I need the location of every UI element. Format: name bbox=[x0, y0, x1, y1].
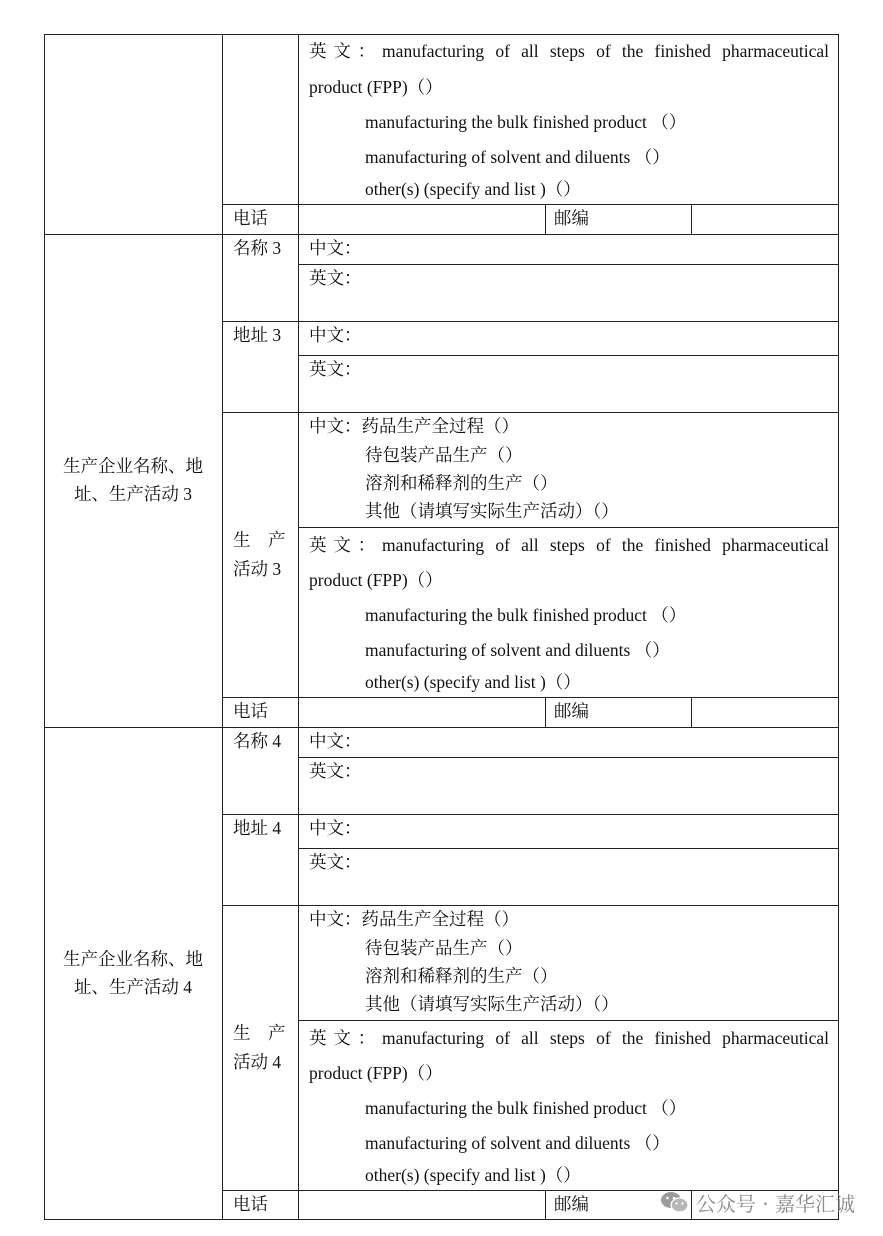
rule bbox=[222, 814, 839, 815]
rule bbox=[691, 204, 692, 234]
rule bbox=[545, 697, 546, 727]
top-option-solvent: manufacturing of solvent and diluents （） bbox=[365, 147, 670, 167]
site4-cn-activity-line3: 溶剂和稀释剂的生产（） bbox=[365, 966, 558, 986]
rule bbox=[545, 204, 546, 234]
site4-option-bulk: manufacturing the bulk finished product （） bbox=[365, 1098, 687, 1118]
site3-name-label: 名称 3 bbox=[233, 238, 282, 258]
site4-name-en: 英文： bbox=[309, 761, 362, 781]
rule bbox=[545, 1190, 546, 1219]
rule bbox=[44, 34, 839, 35]
site3-group-label-line2: 址、生产活动 3 bbox=[73, 484, 193, 504]
rule bbox=[44, 234, 839, 235]
site3-en-activity-line2: product (FPP)（） bbox=[309, 570, 443, 590]
site3-group-label-line1: 生产企业名称、地 bbox=[63, 456, 203, 476]
site4-en-activity-line2: product (FPP)（） bbox=[309, 1063, 443, 1083]
rule bbox=[298, 527, 839, 528]
site4-name-cn: 中文： bbox=[309, 731, 362, 751]
site4-address-en: 英文： bbox=[309, 852, 362, 872]
site3-cn-activity-line1: 中文：药品生产全过程（） bbox=[309, 416, 519, 436]
site4-address-cn: 中文： bbox=[309, 818, 362, 838]
top-en-activity-line1: 英文：manufacturing of all steps of the finished pharmaceutical bbox=[309, 41, 829, 61]
top-en-activity-line2: product (FPP)（） bbox=[309, 77, 443, 97]
site4-option-other: other(s) (specify and list )（） bbox=[365, 1165, 581, 1185]
site3-option-other: other(s) (specify and list )（） bbox=[365, 672, 581, 692]
site4-activity-label-line1: 生 产 bbox=[233, 1023, 286, 1043]
rule bbox=[222, 321, 839, 322]
site4-group-label-line2: 址、生产活动 4 bbox=[73, 977, 193, 997]
rule bbox=[298, 757, 839, 758]
rule bbox=[298, 1020, 839, 1021]
site3-cn-activity-line3: 溶剂和稀释剂的生产（） bbox=[365, 473, 558, 493]
site4-cn-activity-line1: 中文：药品生产全过程（） bbox=[309, 909, 519, 929]
site4-postcode-label: 邮编 bbox=[554, 1194, 589, 1214]
site4-en-activity-line1: 英文：manufacturing of all steps of the finished pharmaceutical bbox=[309, 1028, 829, 1048]
site4-activity-label-line2: 活动 4 bbox=[233, 1052, 282, 1072]
site3-address-cn: 中文： bbox=[309, 325, 362, 345]
site4-group-label bbox=[44, 945, 222, 1001]
site4-phone-label: 电话 bbox=[233, 1194, 268, 1214]
site4-name-label: 名称 4 bbox=[233, 731, 282, 751]
rule bbox=[222, 34, 223, 1220]
rule bbox=[298, 848, 839, 849]
rule bbox=[44, 727, 839, 728]
rule bbox=[44, 34, 45, 1220]
site3-activity-label-line2: 活动 3 bbox=[233, 559, 282, 579]
rule bbox=[298, 355, 839, 356]
site3-name-en: 英文： bbox=[309, 268, 362, 288]
site3-postcode-label: 邮编 bbox=[554, 701, 589, 721]
site3-address-en: 英文： bbox=[309, 359, 362, 379]
site4-address-label: 地址 4 bbox=[233, 818, 282, 838]
site3-en-activity-line1: 英文：manufacturing of all steps of the finished pharmaceutical bbox=[309, 535, 829, 555]
site3-group-label bbox=[44, 452, 222, 508]
site4-cn-activity-line4: 其他（请填写实际生产活动）（） bbox=[365, 994, 619, 1014]
watermark-text: 公众号 · 嘉华汇诚 bbox=[695, 1191, 855, 1216]
rule bbox=[222, 412, 839, 413]
site3-cn-activity-line4: 其他（请填写实际生产活动）（） bbox=[365, 501, 619, 521]
site4-option-solvent: manufacturing of solvent and diluents （） bbox=[365, 1133, 670, 1153]
site4-cn-activity-line2: 待包装产品生产（） bbox=[365, 938, 523, 958]
site3-option-solvent: manufacturing of solvent and diluents （） bbox=[365, 640, 670, 660]
site3-cn-activity-line2: 待包装产品生产（） bbox=[365, 445, 523, 465]
rule bbox=[298, 34, 299, 1220]
top-option-bulk: manufacturing the bulk finished product （） bbox=[365, 112, 687, 132]
wechat-icon bbox=[660, 1190, 690, 1214]
rule bbox=[222, 204, 839, 205]
rule bbox=[691, 697, 692, 727]
watermark bbox=[660, 1186, 855, 1218]
top-postcode-label: 邮编 bbox=[554, 208, 589, 228]
site4-group-label-line1: 生产企业名称、地 bbox=[63, 949, 203, 969]
rule bbox=[222, 905, 839, 906]
rule bbox=[838, 34, 839, 1220]
site3-activity-label-line1: 生 产 bbox=[233, 530, 286, 550]
top-phone-label: 电话 bbox=[233, 208, 268, 228]
site3-address-label: 地址 3 bbox=[233, 325, 282, 345]
rule bbox=[298, 264, 839, 265]
site3-name-cn: 中文： bbox=[309, 238, 362, 258]
site3-phone-label: 电话 bbox=[233, 701, 268, 721]
site3-option-bulk: manufacturing the bulk finished product （） bbox=[365, 605, 687, 625]
top-option-other: other(s) (specify and list )（） bbox=[365, 179, 581, 199]
rule bbox=[44, 1219, 839, 1220]
rule bbox=[222, 697, 839, 698]
